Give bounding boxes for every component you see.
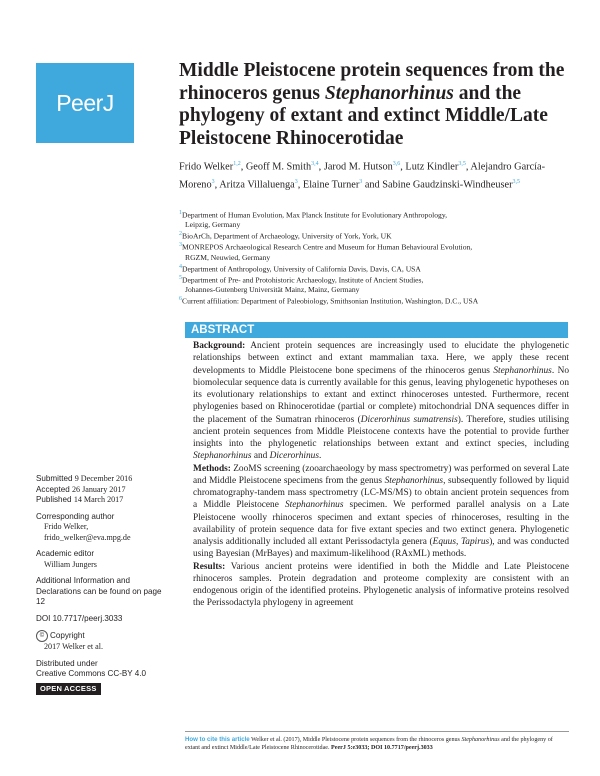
title-italic: Stephanorhinus xyxy=(324,82,454,104)
corresponding-author-label: Corresponding author xyxy=(36,511,115,521)
abstract-background xyxy=(193,340,569,463)
text: . No biomolecular sequence data is currently available for this genus, leaving phylogenetic hypotheses on its evolutionary relationships to extant and extinct rhinoceroses untested. Furthermore, recent phylogenies based on Rhinocerotidae (partial or complete) mitochondrial DNA sequences differ in the placement of the Sumatran rhinoceros ( xyxy=(193,365,569,425)
author-separator: , xyxy=(214,179,220,191)
author-name: Geoff M. Smith xyxy=(245,161,312,173)
published-date: 14 March 2017 xyxy=(73,495,124,504)
author-affiliation-sup: 3 xyxy=(211,178,215,185)
affiliation-line: Leipzig, Germany xyxy=(185,220,241,230)
submitted-date: 9 December 2016 xyxy=(74,474,133,483)
published-row xyxy=(36,495,171,506)
affiliation-item xyxy=(179,230,569,241)
author-list xyxy=(179,157,569,192)
abstract-header-label: ABSTRACT xyxy=(191,324,255,336)
affiliation-line: MONREPOS Archaeological Research Centre and Museum for Human Behavioural Evolution, xyxy=(182,242,473,252)
affiliation-line: Department of Human Evolution, Max Planck Institute for Evolutionary Anthropology, xyxy=(182,210,448,220)
citation-footer xyxy=(185,736,569,752)
affiliation-item xyxy=(179,274,569,295)
affiliation-number: 3 xyxy=(179,242,182,249)
author-name: Lutz Kindler xyxy=(405,161,459,173)
article-title xyxy=(179,60,569,150)
text: ). Therefore, studies utilising ancient protein sequences from Middle Pleistocene contexts have the potential to provide further insights into the phylogenetic relationships between extant and extinct species, including xyxy=(193,414,569,449)
cite-taxon: Stephanorhinus xyxy=(461,737,500,743)
taxon: Equus, Tapirus xyxy=(432,537,490,547)
affiliation-list xyxy=(179,209,569,306)
affiliation-line: Department of Pre- and Protohistoric Archaeology, Institute of Ancient Studies, xyxy=(182,275,424,285)
taxon: Stephanorhinus xyxy=(493,365,552,376)
doi-link[interactable]: DOI 10.7717/peerj.3033 xyxy=(36,613,123,623)
author-name: Jarod M. Hutson xyxy=(323,161,393,173)
author-separator: , xyxy=(240,161,246,173)
abstract-body xyxy=(193,340,569,610)
text: specimen. We performed parallel analysis on a Late Pleistocene woolly rhinoceros specimen and extant species of rhinoceroses, resulting in the availability of protein sequence data for five extant species and two extinct genera. Phylogenetic analysis additionally included all extant Perissodactyla genera ( xyxy=(193,500,569,547)
author-separator: , xyxy=(318,161,324,173)
author-separator: , xyxy=(297,179,303,191)
author-name: Sabine Gaudzinski-Windheuser xyxy=(382,179,513,191)
text: and xyxy=(251,451,270,462)
author-separator: and xyxy=(362,179,383,191)
corresponding-author-email[interactable]: frido_welker@eva.mpg.de xyxy=(44,532,131,542)
abstract-header xyxy=(185,322,568,338)
author-affiliation-sup: 3,6 xyxy=(392,161,401,167)
logo-text: PeerJ xyxy=(56,89,114,116)
label: Results: xyxy=(193,561,226,572)
author-separator: , xyxy=(400,161,406,173)
copyright-icon: © xyxy=(36,630,48,642)
author-affiliation-sup: 3,4 xyxy=(311,161,319,167)
affiliation-line: RGZM, Neuwied, Germany xyxy=(185,252,271,262)
affiliation-item xyxy=(179,241,569,262)
label: Background: xyxy=(193,341,246,351)
title-part: Middle Pleistocene protein sequences from the rhinoceros genus xyxy=(179,60,565,104)
corresponding-author-name: Frido Welker, xyxy=(44,522,89,531)
text: ), and was conducted using Bayesian (MrBayes) and maximum-likelihood (RAxML) methods. xyxy=(193,537,569,560)
academic-editor-name: William Jungers xyxy=(44,559,97,569)
author-name: Frido Welker xyxy=(179,161,234,173)
taxon: Stephanorhinus xyxy=(193,451,252,462)
author-name: Aritza Villaluenga xyxy=(219,179,295,191)
text: ZooMS screening (zooarchaeology by mass spectrometry) was performed on several Late and Middle Pleistocene specimens from the genus xyxy=(193,463,569,486)
text: , subsequently followed by liquid chromatography-tandem mass spectrometry (LC-MS/MS) to obtain ancient protein sequences from a Middle Pleistocene xyxy=(193,475,569,511)
cite-text: Welker et al. (2017), Middle Pleistocene protein sequences from the rhinoceros genus xyxy=(249,737,462,743)
academic-editor-label: Academic editor xyxy=(36,549,95,558)
abstract-methods xyxy=(193,463,569,561)
title-part: and the phylogeny of extant and extinct Middle/Late Pleistocene Rhinocerotidae xyxy=(179,82,548,149)
copyright-row xyxy=(36,630,171,642)
affiliation-item xyxy=(179,263,569,274)
cite-text: and the phylogeny of extant and extinct Middle/Late Pleistocene Rhinocerotidae. xyxy=(185,737,553,751)
accepted-row xyxy=(36,485,171,496)
taxon: Dicerorhinus sumatrensis xyxy=(360,414,458,425)
footer-divider xyxy=(185,731,569,732)
cite-doi[interactable]: PeerJ 5:e3033; DOI 10.7717/peerj.3033 xyxy=(331,745,433,751)
affiliation-line: Department of Anthropology, University of California Davis, Davis, CA, USA xyxy=(182,264,421,274)
author-affiliation-sup: 1,2 xyxy=(233,161,241,167)
author-name: Elaine Turner xyxy=(302,179,360,191)
text: . xyxy=(319,451,322,462)
author-affiliation-sup: 3,5 xyxy=(512,178,521,185)
taxon: Stephanorhinus xyxy=(284,500,344,511)
accepted-date: 26 January 2017 xyxy=(72,484,126,494)
accepted-label: Accepted xyxy=(36,484,70,494)
submitted-row xyxy=(36,474,171,485)
article-sidebar xyxy=(36,474,171,695)
license-label: Distributed under xyxy=(36,658,98,668)
affiliation-item xyxy=(179,295,569,306)
abstract-results xyxy=(193,561,569,610)
cite-label: How to cite this article xyxy=(185,736,250,743)
author-separator: , xyxy=(465,161,471,173)
submitted-label: Submitted xyxy=(36,474,73,483)
affiliation-number: 6 xyxy=(179,296,182,303)
author-name: Alejandro García-Moreno xyxy=(179,161,546,191)
affiliation-number: 1 xyxy=(179,210,182,216)
affiliation-number: 2 xyxy=(179,231,182,238)
author-affiliation-sup: 3 xyxy=(359,178,363,185)
copyright-holder: 2017 Welker et al. xyxy=(44,642,103,651)
label: Methods: xyxy=(193,463,231,474)
affiliation-item xyxy=(179,209,569,230)
copyright-label: Copyright xyxy=(50,631,85,641)
text: Ancient protein sequences are increasingly used to elucidate the phylogenetic relationships between extinct and extant mammalian taxa. Here, we apply these recent developments to Middle Pleistocene bone specimens of the rhinoceros genus xyxy=(193,341,569,376)
text: Various ancient proteins were identified in both the Middle and Late Pleistocene rhinoceros samples. Protein degradation and proteome complexity are consistent with an endogenous origin of the identified proteins. Phylogenetic analysis of informative proteins resolved the Perissodactyla phylogeny in agreement xyxy=(193,561,569,609)
author-affiliation-sup: 3,5 xyxy=(458,161,466,167)
affiliation-line: Current affiliation: Department of Paleobiology, Smithsonian Institution, Washington, D.C., USA xyxy=(182,296,479,306)
affiliation-line: Johannes-Gutenberg Universität Mainz, Mainz, Germany xyxy=(185,285,360,295)
open-access-label: OPEN ACCESS xyxy=(40,683,97,693)
affiliation-line: BioArCh, Department of Archaeology, University of York, York, UK xyxy=(182,231,392,241)
published-label: Published xyxy=(36,495,72,504)
taxon: Stephanorhinus xyxy=(384,475,444,486)
additional-info-link[interactable]: Additional Information and Declarations can be found on page 12 xyxy=(36,576,162,606)
affiliation-number: 5 xyxy=(179,274,182,281)
affiliation-number: 4 xyxy=(179,263,182,270)
license-link[interactable]: Creative Commons CC-BY 4.0 xyxy=(36,669,147,678)
open-access-badge xyxy=(36,683,101,696)
author-affiliation-sup: 3 xyxy=(294,178,298,185)
peerj-logo xyxy=(36,63,134,143)
taxon: Dicerorhinus xyxy=(269,451,319,462)
